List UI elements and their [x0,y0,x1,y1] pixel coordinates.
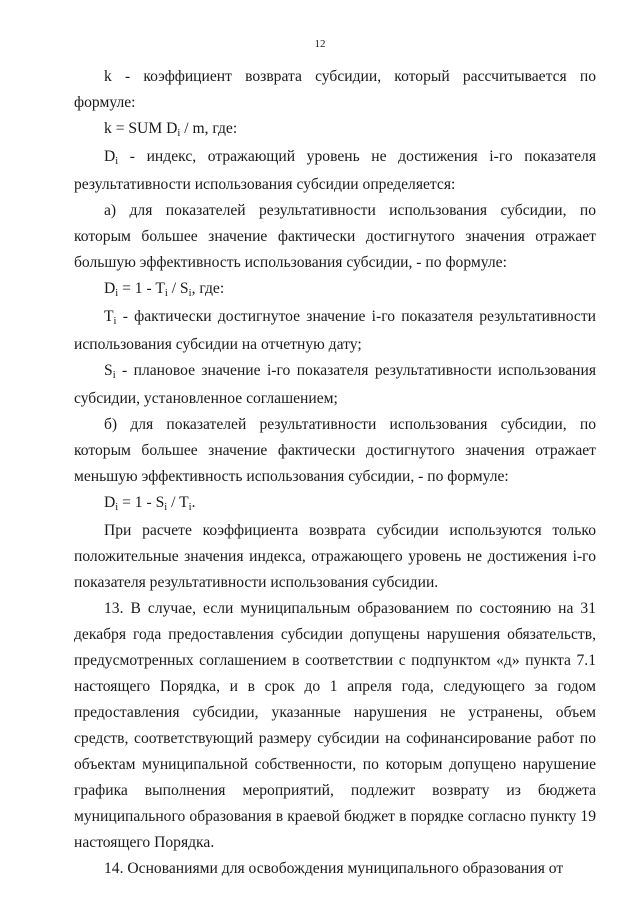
page-number: 12 [314,38,326,50]
paragraph-text: = 1 - S [118,494,165,511]
paragraph-case-a [74,198,596,276]
paragraph-positive-values [74,518,596,596]
subscript: i [164,502,168,514]
subscript: i [115,288,119,300]
paragraph-formula-a [74,276,596,304]
paragraph-text: = 1 - T [118,280,165,297]
subscript: i [188,288,192,300]
paragraph-si-def [74,358,596,412]
paragraph-text: S [104,362,113,379]
paragraph-text: k - коэффициент возврата субсидии, который рассчитывается по формуле: [74,68,596,111]
paragraph-text: / T [167,494,189,511]
paragraph-text: . [191,494,196,511]
paragraph-ti-def [74,304,596,358]
paragraph-k-def [74,64,596,116]
paragraph-item-13 [74,596,596,856]
subscript: i [188,502,192,514]
paragraph-text: 14. Основаниями для освобождения муниципального образования от [104,860,564,877]
paragraph-case-b [74,412,596,490]
subscript: i [177,128,181,140]
subscript: i [112,370,116,382]
subscript: i [164,288,168,300]
paragraph-text: При расчете коэффициента возврата субсидии используются только положительные значения индекса, отражающего уровень не достижения i-го показателя результативности использования субсидии. [74,522,596,591]
paragraph-item-14 [74,856,596,882]
paragraph-k-formula [74,116,596,144]
paragraph-text: б) для показателей результативности использования субсидии, по которым большее значение фактически достигнутого значения отражает меньшую эффективность использования субсидии, - по формуле: [74,416,596,485]
subscript: i [115,502,119,514]
paragraph-text: 13. В случае, если муниципальным образованием по состоянию на 31 декабря года предоставления субсидии допущены нарушения обязательств, предусмотренных соглашением в соответствии с подпунктом «д» пункта 7.1 настоящего Порядка, и в срок до 1 апреля года, следующего за годом предоставления субсидии, указанные нарушения не устранены, объем средств, соответствующий размеру субсидии на софинансирование работ по объектам муниципальной собственности, по которым допущено нарушение графика выполнения мероприятий, подлежит возврату из бюджета муниципального образования в краевой бюджет в порядке согласно пункту 19 настоящего Порядка. [74,600,596,851]
paragraph-text: - индекс, отражающий уровень не достижения i-го показателя результативности использования субсидии определяется: [74,148,596,193]
paragraph-di-def [74,144,596,198]
subscript: i [115,156,119,168]
paragraph-text: , где: [191,280,225,297]
paragraph-text: k = SUM D [104,120,178,137]
paragraph-formula-b [74,490,596,518]
paragraph-text: - фактически достигнутое значение i-го показателя результативности использования субсидии на отчетную дату; [74,308,596,353]
paragraph-text: / m, где: [180,120,238,137]
document-body [74,64,596,882]
paragraph-text: D [104,494,116,511]
paragraph-text: D [104,148,116,165]
subscript: i [113,316,117,328]
paragraph-text: - плановое значение i-го показателя результативности использования субсидии, установленное соглашением; [74,362,596,407]
paragraph-text: а) для показателей результативности использования субсидии, по которым большее значение фактически достигнутого значения отражает большую эффективность использования субсидии, - по формуле: [74,202,596,271]
paragraph-text: T [104,308,114,325]
paragraph-text: / S [167,280,189,297]
paragraph-text: D [104,280,116,297]
